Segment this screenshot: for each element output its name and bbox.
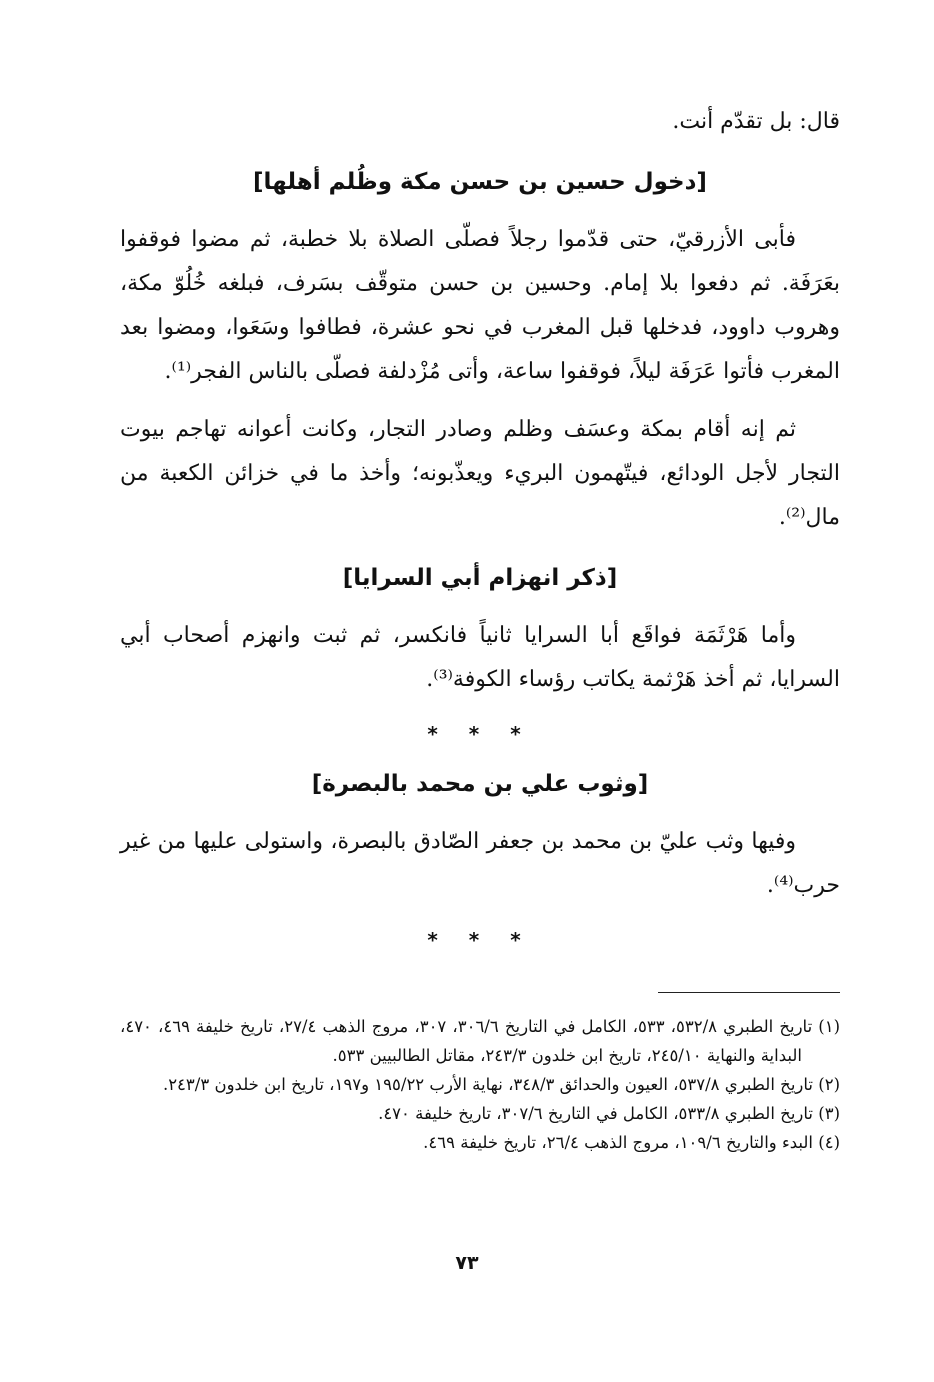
section-heading-abu-saraya-defeat: [ذكر انهزام أبي السرايا]	[342, 565, 618, 591]
footnote: (١) تاريخ الطبري ٥٣٢/٨، ٥٣٣، الكامل في التاريخ ٣٠٦/٦، ٣٠٧، مروج الذهب ٢٧/٤، تاريخ خليفة ٤٦٩، ٤٧٠، البداية والنهاية ٢٤٥/١٠، تاريخ ابن خلدون ٢٤٣/٣، مقاتل الطالبيين ٥٣٣.	[120, 1017, 841, 1065]
footnote: (٣) تاريخ الطبري ٥٣٣/٨، الكامل في التاريخ ٣٠٧/٦، تاريخ خليفة ٤٧٠.	[378, 1104, 840, 1123]
footnote: (٤) البدء والتاريخ ١٠٩/٦، مروج الذهب ٢٦/٤، تاريخ خليفة ٤٦٩.	[423, 1133, 840, 1152]
paragraph: وأما هَرْثَمَة فواقَع أبا السرايا ثانياً فانكسر، ثم ثبت وانهزم أصحاب أبي السرايا، ثم أخذ هَرْثمة يكاتب رؤساء الكوفة⁽³⁾.	[120, 623, 840, 692]
section-heading-basra-uprising: [وثوب علي بن محمد بالبصرة]	[311, 771, 649, 797]
footnote: (٢) تاريخ الطبري ٥٣٧/٨، العيون والحدائق ٣٤٨/٣، نهاية الأرب ١٩٥/٢٢ و١٩٧، تاريخ ابن خلدون ٢٤٣/٣.	[162, 1075, 840, 1094]
section-separator: * * *	[427, 722, 533, 746]
main-text	[120, 100, 840, 968]
paragraph: وفيها وثب عليّ بن محمد بن جعفر الصّادق بالبصرة، واستولى عليها من غير حرب⁽⁴⁾.	[120, 829, 840, 898]
paragraph: ثم إنه أقام بمكة وعسَف وظلم وصادر التجار، وكانت أعوانه تهاجم بيوت التجار لأجل الودائع، فيتّهمون البريء ويعذّبونه؛ وأخذ ما في خزائن الكعبة من مال⁽²⁾.	[120, 417, 840, 530]
opening-line: قال: بل تقدّم أنت.	[672, 109, 840, 134]
section-separator: * * *	[427, 928, 533, 952]
paragraph: فأبى الأزرقيّ، حتى قدّموا رجلاً فصلّى الصلاة بلا خطبة، ثم مضوا فوقفوا بعَرَفَة. ثم دفعوا بلا إمام. وحسين بن حسن متوقّف بسَرف، فبلغه خُلُوّ مكة، وهروب داوود، فدخلها قبل المغرب في نحو عشرة، فطافوا وسَعَوا، ومضوا بعد المغرب فأتوا عَرَفَة ليلاً، فوقفوا ساعة، وأتى مُزْدلفة فصلّى بالناس الفجر⁽¹⁾.	[120, 227, 840, 384]
footnote-divider	[658, 992, 840, 993]
section-heading-entry-of-husayn: [دخول حسين بن حسن مكة وظُلم أهلها]	[253, 169, 707, 195]
footnotes	[120, 1012, 840, 1157]
page-number: ٧٣	[455, 1252, 479, 1274]
